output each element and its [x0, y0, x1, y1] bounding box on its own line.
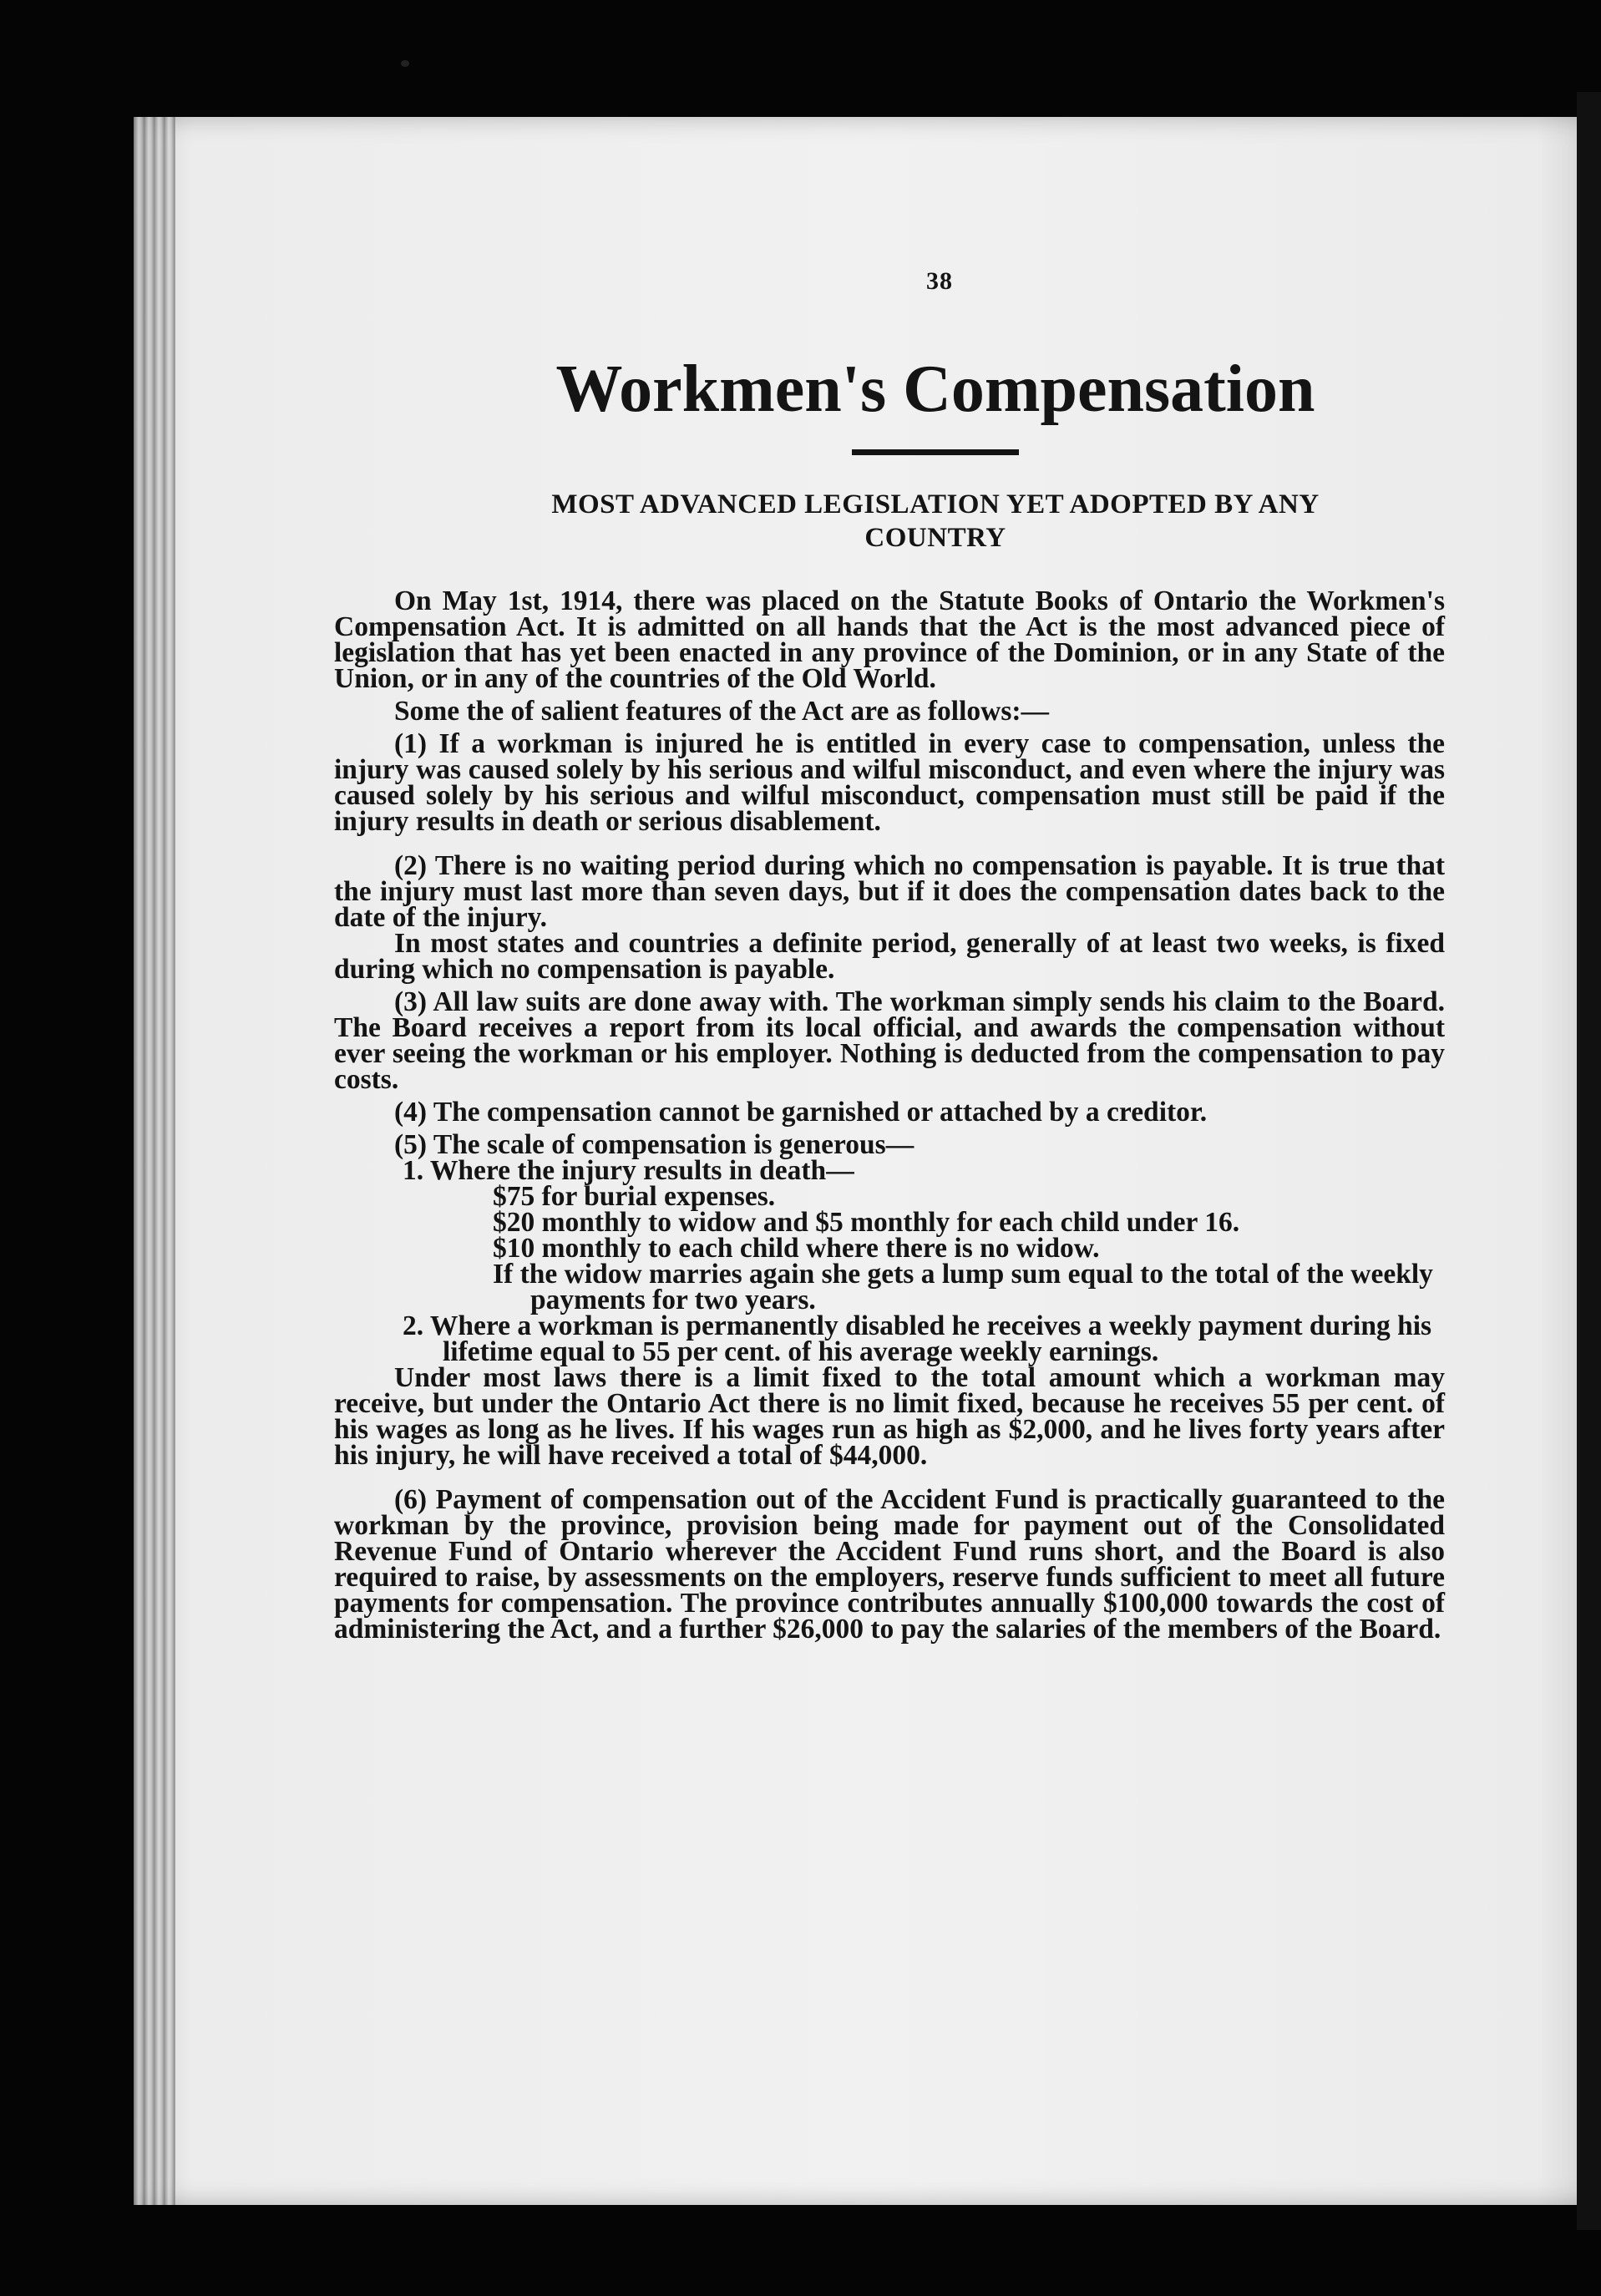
- feature-3: (3) All law suits are done away with. The workman simply sends his claim to the Board. The Board receives a report from its local official, and awards the compensation without ever seeing the workman or his employer. Nothing is deducted from the compensation to pay costs.: [334, 986, 1445, 1096]
- subtitle-line-1: MOST ADVANCED LEGISLATION YET ADOPTED BY ANY: [551, 489, 1320, 520]
- features-lead: Some the of salient features of the Act are as follows:—: [394, 696, 1050, 727]
- feature-4: (4) The compensation cannot be garnished or attached by a creditor.: [394, 1097, 1208, 1128]
- page-number: 38: [926, 267, 953, 295]
- page-subtitle: [426, 489, 1445, 555]
- scan-speck: [401, 60, 409, 67]
- scale-item-1-label: 1.: [403, 1155, 424, 1187]
- subtitle-line-2: COUNTRY: [864, 522, 1006, 553]
- feature-2: (2) There is no waiting period during which no compensation is payable. It is true that the injury must last more than seven days, but if it does the compensation dates back to the date of the injury.: [334, 850, 1445, 934]
- scale-item-2-text: Where a workman is permanently disabled he receives a weekly payment during his lifetime equal to 55 per cent. of his average weekly earnings.: [429, 1310, 1432, 1368]
- feature-2-note: In most states and countries a definite period, generally of at least two weeks, is fixed during which no compensation is payable.: [334, 928, 1445, 986]
- page-title: Workmen's Compensation: [555, 352, 1315, 426]
- scan-right-border: [1577, 92, 1601, 2230]
- scale-item-1-remarriage: If the widow marries again she gets a lump sum equal to the total of the weekly payments for two years.: [493, 1259, 1433, 1316]
- scale-item-1-widow: $20 monthly to widow and $5 monthly for each child under 16.: [493, 1207, 1240, 1239]
- page-binding-edge: [134, 117, 175, 2205]
- scale-item-1: [334, 1155, 1445, 1187]
- limit-paragraph: Under most laws there is a limit fixed to the total amount which a workman may receive, but under the Ontario Act there is no limit fixed, because he receives 55 per cent. of his wages as long as he lives. If his wages run as high as $2,000, and he lives forty years after his injury, he will have received a total of $44,000.: [334, 1362, 1445, 1472]
- title-rule: [852, 449, 1019, 455]
- page-content: [334, 267, 1445, 1645]
- scale-item-2-label: 2.: [403, 1310, 424, 1342]
- feature-5: (5) The scale of compensation is generous—: [394, 1129, 914, 1161]
- scale-item-1-burial: $75 for burial expenses.: [493, 1181, 776, 1213]
- intro-paragraph: On May 1st, 1914, there was placed on the Statute Books of Ontario the Workmen's Compensation Act. It is admitted on all hands that the Act is the most advanced piece of legislation that has yet been enacted in any province of the Dominion, or in any State of the Union, or in any of the countries of the Old World.: [334, 585, 1445, 695]
- scale-item-1-child: $10 monthly to each child where there is no widow.: [493, 1233, 1100, 1265]
- scale-item-2: [334, 1310, 1445, 1368]
- scale-item-1-text: Where the injury results in death—: [429, 1155, 854, 1187]
- feature-1: (1) If a workman is injured he is entitled in every case to compensation, unless the injury was caused solely by his serious and wilful misconduct, and even where the injury was caused solely by his serious and wilful misconduct, compensation must still be paid if the injury results in death or serious disablement.: [334, 728, 1445, 838]
- feature-6: (6) Payment of compensation out of the Accident Fund is practically guaranteed to the workman by the province, provision being made for payment out of the Consolidated Revenue Fund of Ontario wherever the Accident Fund runs short, and the Board is also required to raise, by assessments on the employers, reserve funds sufficient to meet all future payments for compensation. The province contributes annually $100,000 towards the cost of administering the Act, and a further $26,000 to pay the salaries of the members of the Board.: [334, 1484, 1445, 1645]
